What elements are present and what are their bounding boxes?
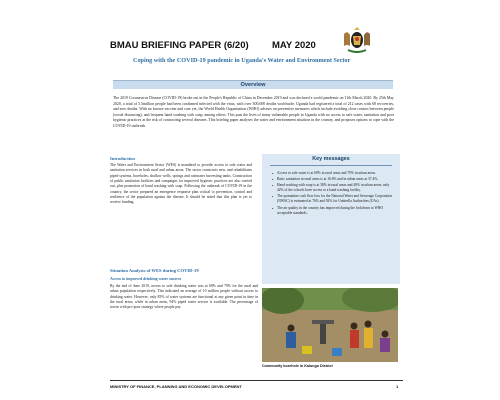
key-message-item: • Hand washing with soap is at 38% in rural areas and 40% in urban areas; only 42% of the schools have access to a hand washing facility. xyxy=(272,183,394,193)
key-message-item: • The quarantine cash flow loss for the National Water and Sewerage Corporation (NWSC) is estimated at 76% and 92% for Umbrella Authorities (UAs). xyxy=(272,194,394,204)
situation-heading: Situation Analysis of WES during COVID-19 xyxy=(110,268,199,273)
situation-text: By the end of June 2019, access to safe drinking water was at 69% and 79% for the rural and urban population respectively. This indicated an average of 10 million people without access to drinking water. However, only 85% of water systems are functional at any given point in time in the rural areas, while in urban areas, 94% piped water service is available. The percentage of towns with pro-poor strategy where people pay xyxy=(110,284,258,310)
borehole-photo xyxy=(262,288,398,362)
key-messages-heading: Key messages xyxy=(312,156,350,162)
introduction-text: The Water and Environment Sector (WES) is mandated to provide access to safe water and sanitation services in both rural and urban areas. The sector constructs new, and rehabilitates piped systems, boreholes, shallow wells, springs and rainwater harvesting tanks. Construction of public sanitation facilities and campaigns for improved hygienic practices are also carried out, plus promotion of hand washing with soap. Following the outbreak of COVID-19 in the country, the sector prepared an emergence response plan critical to prevention, control and resilience of the population against the disease. It should be noted that this plan is yet to receive funding. xyxy=(110,163,252,205)
footer-divider xyxy=(110,380,403,381)
key-messages-divider xyxy=(270,165,392,166)
overview-heading-bar xyxy=(113,80,393,89)
overview-text: The 2019 Coronavirus Disease (COVID-19) broke out in the People's Republic of China in December 2019 and was declared a world pandemic on 11th March 2020. By 25th May 2020, a total of 5.5million people had been confirmed infected with the virus, with over 300,000 deaths worldwide. Uganda had registered a total of 212 cases with 68 recoveries, and zero deaths. With no known vaccine and cure yet, the World Health Organisation (WHO) advises on preventive measures which include avoiding close contact between people (social distancing), and frequent hand washing with soap, among others. This puts the lives of many vulnerable people in Uganda with no access to safe water, sanitation and poor hygienic practices at the risk of contracting several diseases. This briefing paper analyses the water and environment situation in the country, and proposes options to cope with the COVID-19 outbreak. xyxy=(113,96,394,128)
paper-title: BMAU BRIEFING PAPER (6/20) xyxy=(110,40,249,51)
uganda-coat-of-arms-icon xyxy=(340,26,374,56)
paper-date: MAY 2020 xyxy=(272,40,316,51)
key-messages-list xyxy=(272,171,394,217)
key-messages-box xyxy=(262,154,400,284)
footer-ministry: MINISTRY OF FINANCE, PLANNING AND ECONOMIC DEVELOPMENT xyxy=(110,384,242,389)
photo-caption: Community borehole in Kalungu District xyxy=(262,364,333,368)
key-message-item: • Access to safe water is at 69% in rural areas and 79% in urban areas. xyxy=(272,171,394,176)
key-message-item: • The air quality in the country has improved during the lockdown to WHO acceptable standards. xyxy=(272,206,394,216)
paper-subtitle: Coping with the COVID-19 pandemic in Uganda's Water and Environment Sector xyxy=(133,57,351,64)
page-number: 1 xyxy=(396,384,399,389)
overview-heading: Overview xyxy=(240,82,266,88)
situation-subheading: Access to improved drinking water sources xyxy=(110,277,182,281)
key-message-item: • Basic sanitation in rural areas is at 16.6% and in urban areas at 37.4%. xyxy=(272,177,394,182)
introduction-heading: Introduction xyxy=(110,156,135,161)
